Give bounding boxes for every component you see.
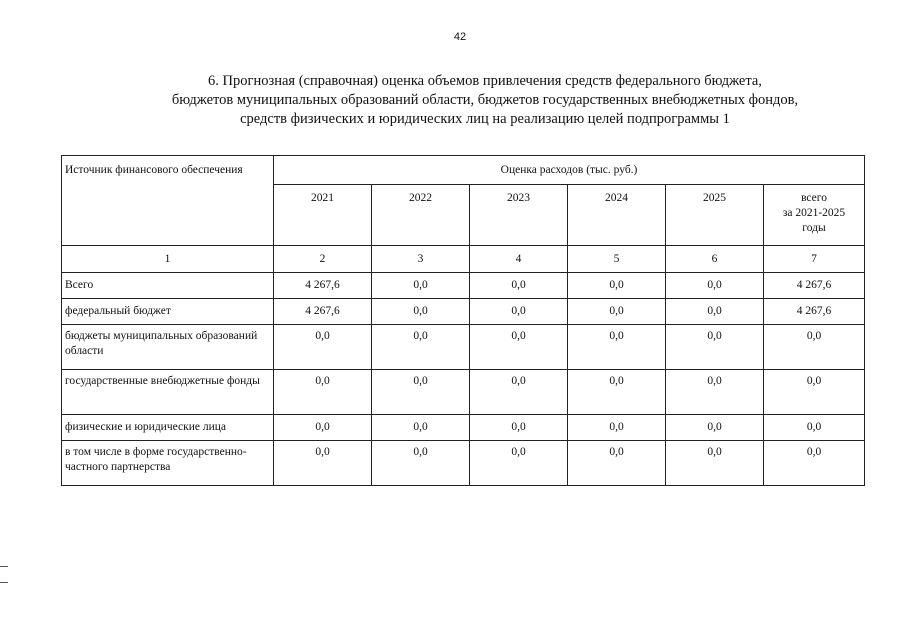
cell-value: 0,0: [274, 370, 372, 415]
column-number: 5: [568, 246, 666, 273]
cell-value: 0,0: [568, 441, 666, 486]
table-row: [62, 325, 865, 370]
cell-value: 0,0: [666, 273, 764, 299]
column-number: 1: [62, 246, 274, 273]
table-row: [62, 299, 865, 325]
cell-value: 4 267,6: [764, 273, 865, 299]
cell-value: 0,0: [764, 415, 865, 441]
cell-value: 0,0: [568, 370, 666, 415]
row-label: бюджеты муниципальных образований области: [62, 325, 274, 370]
cell-value: 0,0: [568, 415, 666, 441]
cell-value: 0,0: [568, 325, 666, 370]
cell-value: 0,0: [666, 299, 764, 325]
cell-value: 0,0: [568, 299, 666, 325]
scan-edge-mark: [0, 566, 8, 567]
document-title: [0, 72, 905, 129]
cell-value: 0,0: [274, 415, 372, 441]
row-label: Всего: [62, 273, 274, 299]
column-number: 4: [470, 246, 568, 273]
table-row: [62, 415, 865, 441]
row-label: физические и юридические лица: [62, 415, 274, 441]
title-line-3: средств физических и юридических лиц на реализацию целей подпрограммы 1: [240, 111, 730, 127]
title-line-1: 6. Прогнозная (справочная) оценка объемов привлечения средств федерального бюджета,: [208, 73, 762, 89]
row-label: государственные внебюджетные фонды: [62, 370, 274, 415]
cell-value: 0,0: [372, 370, 470, 415]
header-year: 2024: [568, 185, 666, 246]
table-row: [62, 370, 865, 415]
header-estimate: Оценка расходов (тыс. руб.): [274, 156, 865, 185]
cell-value: 0,0: [372, 415, 470, 441]
header-source: Источник финансового обеспечения: [62, 156, 274, 246]
cell-value: 0,0: [666, 370, 764, 415]
cell-value: 0,0: [764, 325, 865, 370]
header-total-line: за 2021-2025: [782, 207, 846, 219]
table-row: [62, 273, 865, 299]
row-label: федеральный бюджет: [62, 299, 274, 325]
cell-value: 0,0: [274, 441, 372, 486]
row-label: в том числе в форме государственно-частного партнерства: [62, 441, 274, 486]
page-number: 42: [453, 31, 467, 43]
cell-value: 0,0: [764, 370, 865, 415]
header-year: 2025: [666, 185, 764, 246]
header-year: 2023: [470, 185, 568, 246]
financing-table: [61, 155, 865, 486]
cell-value: 0,0: [666, 441, 764, 486]
cell-value: 4 267,6: [764, 299, 865, 325]
header-total-line: годы: [802, 222, 826, 234]
cell-value: 4 267,6: [274, 273, 372, 299]
cell-value: 0,0: [372, 325, 470, 370]
column-number: 2: [274, 246, 372, 273]
column-number: 7: [764, 246, 865, 273]
column-number: 3: [372, 246, 470, 273]
cell-value: 0,0: [470, 441, 568, 486]
header-year: 2021: [274, 185, 372, 246]
title-line-2: бюджетов муниципальных образований области, бюджетов государственных внебюджетных фондов,: [171, 92, 799, 108]
header-total-line: всего: [801, 192, 827, 204]
cell-value: 0,0: [372, 299, 470, 325]
cell-value: 0,0: [470, 299, 568, 325]
cell-value: 0,0: [372, 441, 470, 486]
cell-value: 0,0: [470, 370, 568, 415]
cell-value: 0,0: [470, 273, 568, 299]
cell-value: 0,0: [470, 325, 568, 370]
cell-value: 0,0: [764, 441, 865, 486]
header-total: [764, 185, 865, 246]
cell-value: 0,0: [666, 325, 764, 370]
table-row: [62, 441, 865, 486]
cell-value: 0,0: [568, 273, 666, 299]
column-number: 6: [666, 246, 764, 273]
header-year: 2022: [372, 185, 470, 246]
cell-value: 0,0: [274, 325, 372, 370]
cell-value: 4 267,6: [274, 299, 372, 325]
cell-value: 0,0: [666, 415, 764, 441]
scan-edge-mark: [0, 582, 8, 583]
cell-value: 0,0: [372, 273, 470, 299]
cell-value: 0,0: [470, 415, 568, 441]
